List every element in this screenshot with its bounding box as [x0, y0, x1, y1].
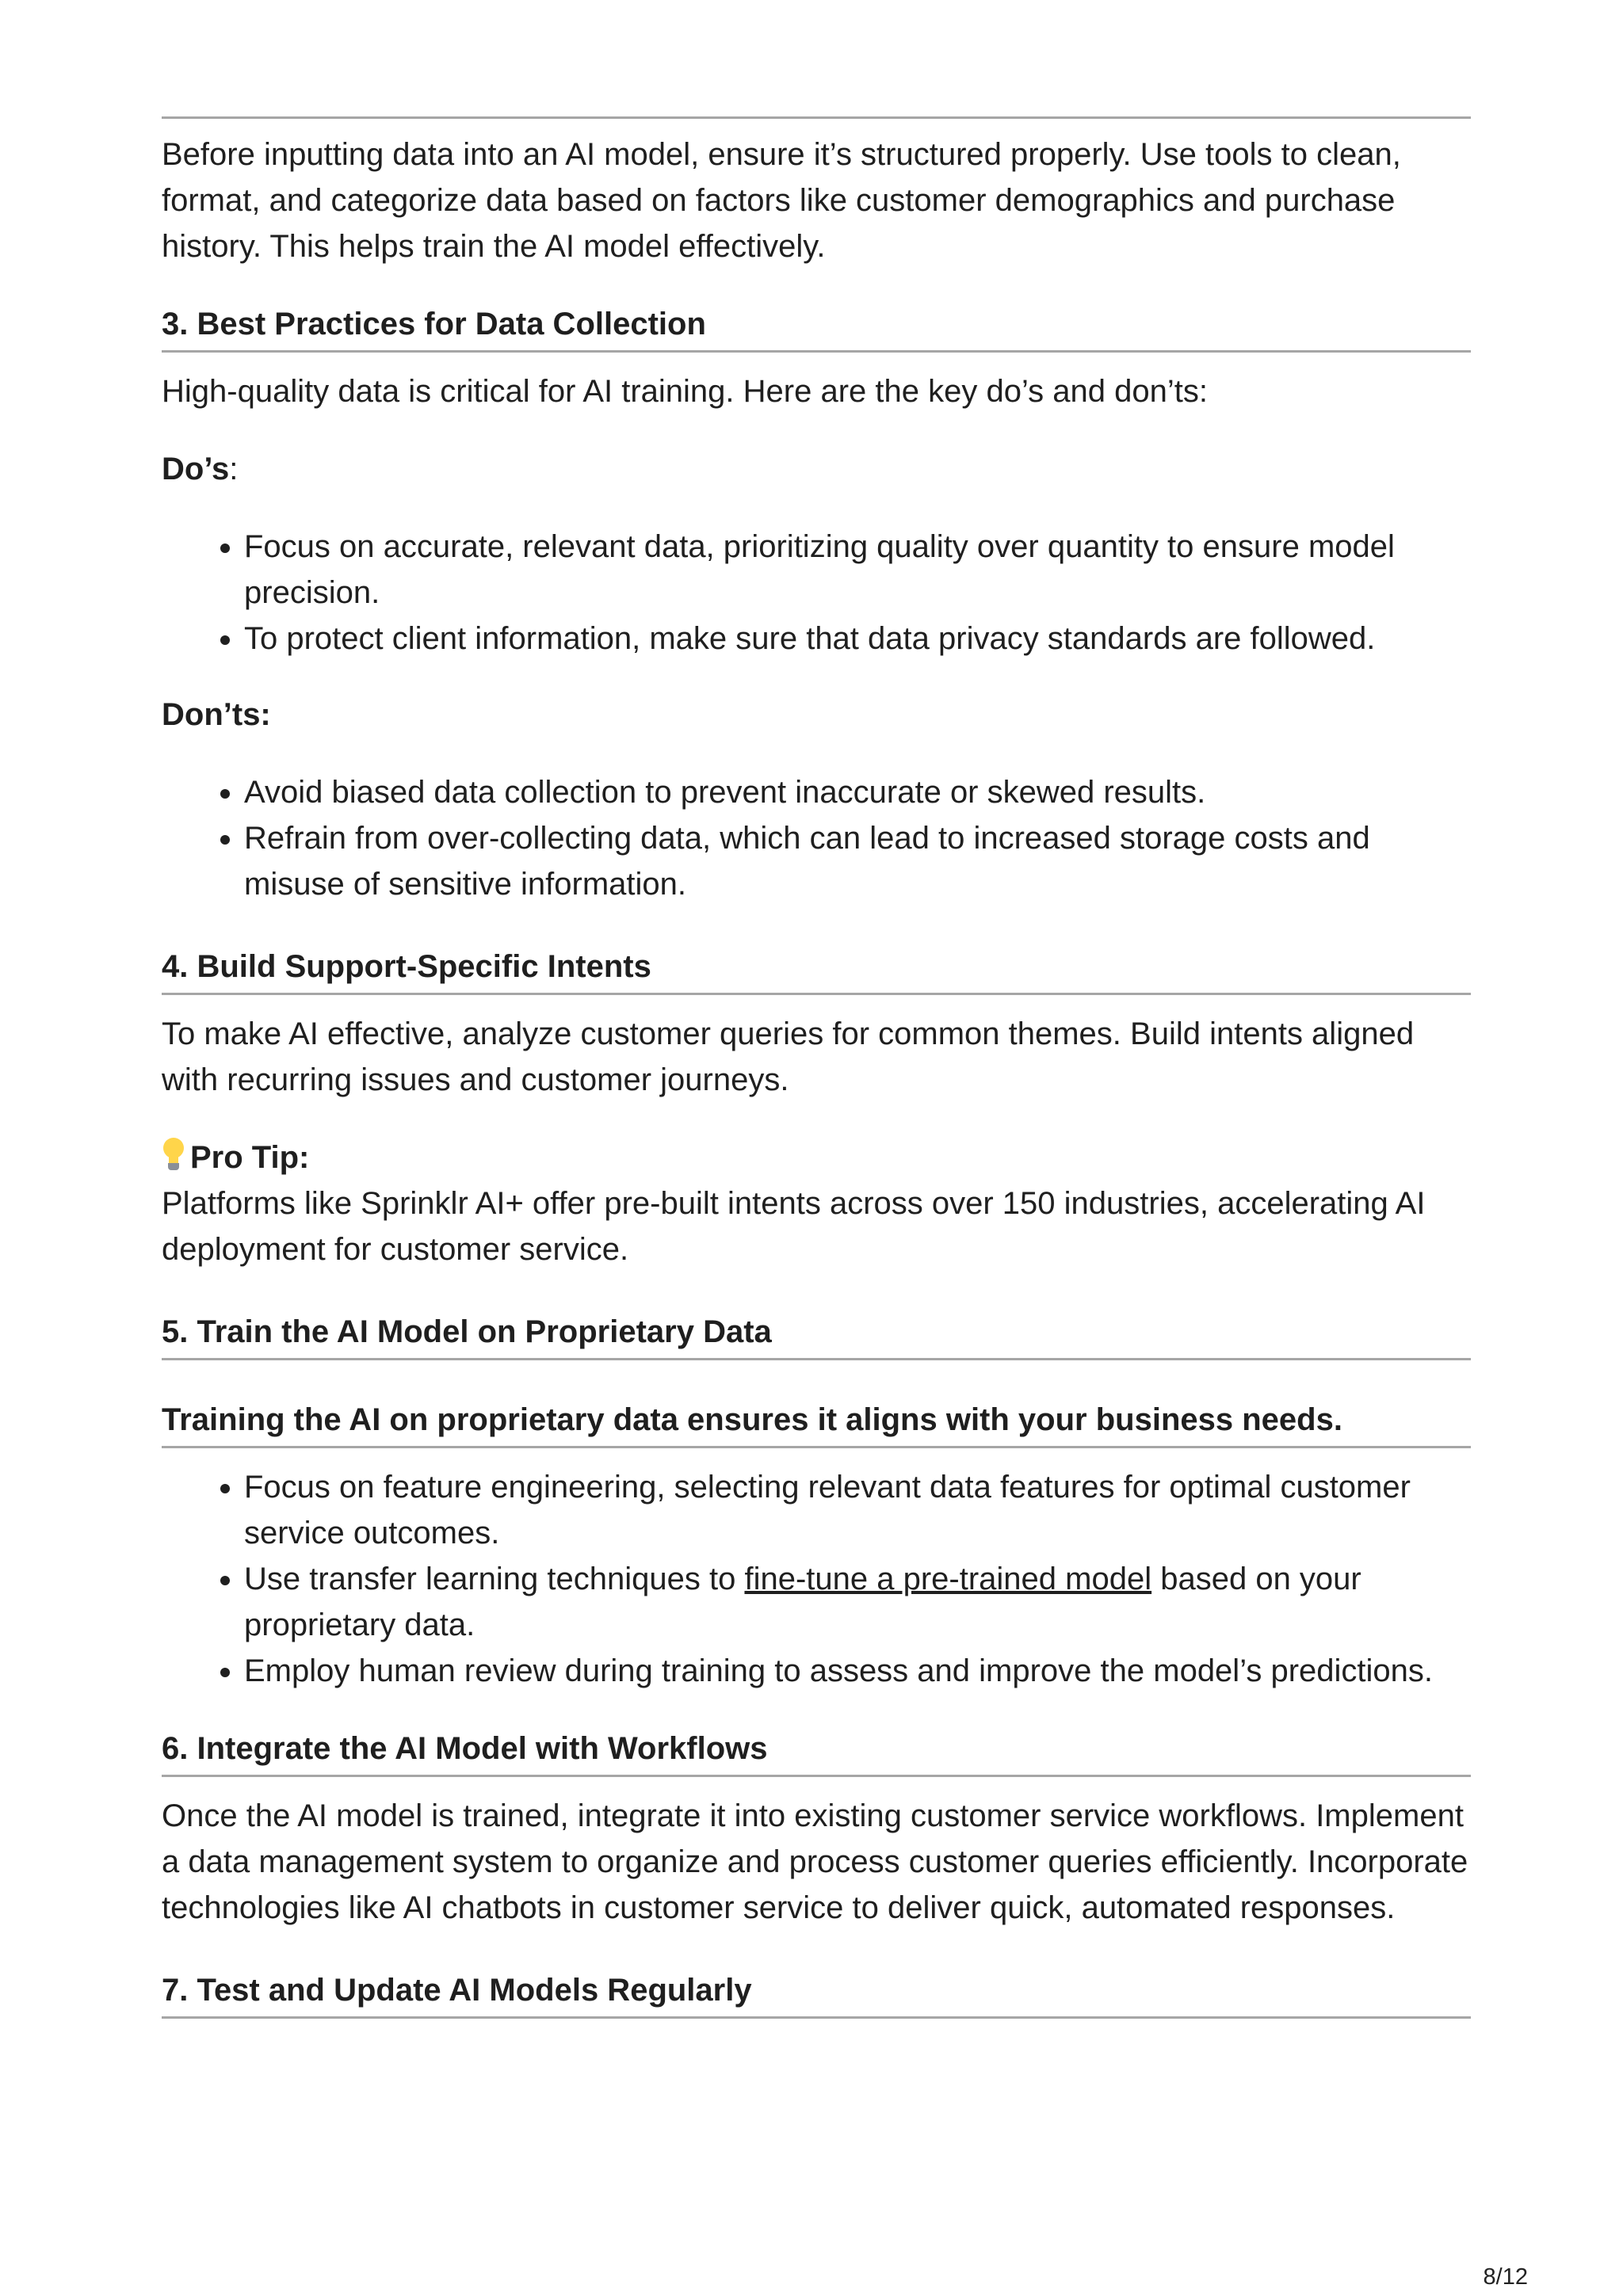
dos-list: [162, 524, 1471, 662]
pro-tip-line: [162, 1135, 1471, 1180]
section-6-divider: [162, 1775, 1471, 1777]
section-3-heading: 3. Best Practices for Data Collection: [162, 307, 706, 341]
section-5-list: [162, 1464, 1471, 1694]
section-5-heading: 5. Train the AI Model on Proprietary Data: [162, 1314, 772, 1349]
list-item: • Focus on feature engineering, selecting relevant data features for optimal customer service outcomes.: [244, 1464, 1471, 1556]
pro-tip-text: Platforms like Sprinklr AI+ offer pre-built intents across over 150 industries, accelerating AI deployment for customer service.: [162, 1186, 1426, 1267]
intro-paragraph: Before inputting data into an AI model, ensure it’s structured properly. Use tools to clean, format, and categorize data based on factors like customer demographics and purchase history. This helps train the AI model effectively.: [162, 137, 1401, 264]
section-5-subdivider: [162, 1446, 1471, 1448]
donts-label: Don’ts:: [162, 697, 271, 732]
page-number: 8/12: [1483, 2264, 1528, 2290]
list-item-text: based on your proprietary data.: [244, 1562, 1361, 1642]
section-4-divider: [162, 993, 1471, 995]
list-item-text: Use transfer learning techniques to: [244, 1562, 745, 1596]
pro-tip-label: Pro Tip:: [190, 1140, 310, 1175]
section-5-subheading: Training the AI on proprietary data ensures it aligns with your business needs.: [162, 1402, 1342, 1437]
top-divider: [162, 116, 1471, 119]
section-7-divider: [162, 2016, 1471, 2019]
list-item: • Avoid biased data collection to prevent inaccurate or skewed results.: [244, 769, 1471, 815]
section-6-heading: 6. Integrate the AI Model with Workflows: [162, 1731, 768, 1766]
dos-label: Do’s: [162, 452, 230, 486]
list-item: • Refrain from over-collecting data, which can lead to increased storage costs and misuse of sensitive information.: [244, 815, 1471, 907]
section-7-heading: 7. Test and Update AI Models Regularly: [162, 1973, 752, 2008]
donts-list: [162, 769, 1471, 907]
section-3-intro: High-quality data is critical for AI training. Here are the key do’s and don’ts:: [162, 374, 1208, 409]
list-item: [244, 1556, 1471, 1648]
section-3-divider: [162, 350, 1471, 353]
list-item: • Employ human review during training to assess and improve the model’s predictions.: [244, 1648, 1471, 1694]
list-item: • Focus on accurate, relevant data, prioritizing quality over quantity to ensure model precision.: [244, 524, 1471, 616]
lightbulb-icon: [162, 1138, 185, 1173]
document-page: [162, 0, 1471, 2019]
dos-colon: :: [229, 452, 239, 486]
dos-label-line: [162, 446, 1471, 492]
section-4-heading: 4. Build Support-Specific Intents: [162, 949, 651, 984]
fine-tune-link[interactable]: fine-tune a pre-trained model: [744, 1562, 1152, 1596]
section-4-paragraph: To make AI effective, analyze customer queries for common themes. Build intents aligned with recurring issues and customer journeys.: [162, 1016, 1415, 1097]
list-item: • To protect client information, make sure that data privacy standards are followed.: [244, 616, 1471, 662]
section-5-divider: [162, 1358, 1471, 1360]
section-6-paragraph: Once the AI model is trained, integrate it into existing customer service workflows. Implement a data management system to organize and process customer queries efficiently. Incorporate technologies like AI chatbots in customer service to deliver quick, automated responses.: [162, 1798, 1468, 1925]
